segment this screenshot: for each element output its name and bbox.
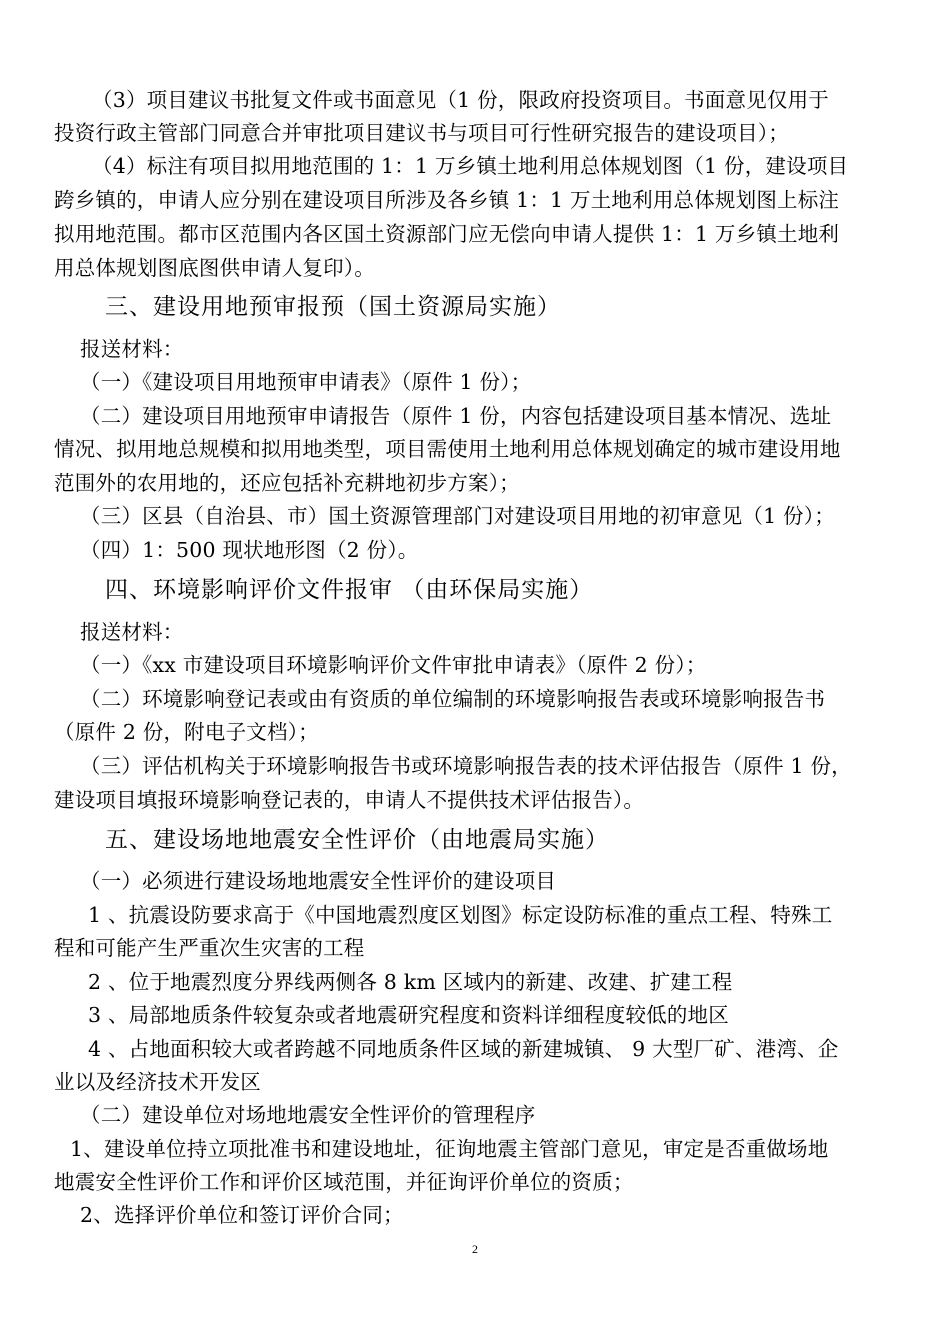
paragraph-line: （3）项目建议书批复文件或书面意见（1 份，限政府投资项目。书面意见仅用于 (92, 88, 829, 112)
paragraph-line: 3 、局部地质条件较复杂或者地震研究程度和资料详细程度较低的地区 (88, 1003, 729, 1027)
section-heading: 四、环境影响评价文件报审 （由环保局实施） (105, 577, 594, 603)
paragraph-line: 地震安全性评价工作和评价区域范围，并征询评价单位的资质； (54, 1170, 634, 1194)
paragraph-line: 用总体规划图底图供申请人复印）。 (54, 256, 375, 280)
paragraph-line: （二）建设单位对场地地震安全性评价的管理程序 (80, 1103, 536, 1127)
paragraph-line: （二）建设项目用地预审申请报告（原件 1 份，内容包括建设项目基本情况、选址 (80, 404, 832, 428)
paragraph-line: 拟用地范围。都市区范围内各区国土资源部门应无偿向申请人提供 1：1 万乡镇土地利 (54, 222, 840, 246)
paragraph-line: 1 、抗震设防要求高于《中国地震烈度区划图》标定设防标准的重点工程、特殊工 (88, 903, 833, 927)
paragraph-line: 报送材料： (80, 337, 184, 361)
paragraph-line: 范围外的农用地的，还应包括补充耕地初步方案）； (54, 471, 520, 495)
paragraph-line: （三）区县（自治县、市）国土资源管理部门对建设项目用地的初审意见（1 份）； (80, 504, 835, 528)
section-heading: 三、建设用地预审报预（国土资源局实施） (105, 294, 561, 320)
section-heading: 五、建设场地地震安全性评价（由地震局实施） (105, 827, 609, 853)
paragraph-line: 情况、拟用地总规模和拟用地类型，项目需使用土地利用总体规划确定的城市建设用地 (54, 437, 841, 461)
paragraph-line: （一）《xx 市建设项目环境影响评价文件审批申请表》（原件 2 份）； (80, 653, 707, 677)
paragraph-line: （原件 2 份，附电子文档）； (54, 720, 319, 744)
paragraph-line: 2、选择评价单位和签订评价合同； (80, 1203, 404, 1227)
paragraph-line: （一）必须进行建设场地地震安全性评价的建设项目 (80, 869, 557, 893)
paragraph-line: 报送材料： (80, 620, 184, 644)
paragraph-line: 投资行政主管部门同意合并审批项目建议书与项目可行性研究报告的建设项目）； (54, 121, 789, 145)
paragraph-line: （二）环境影响登记表或由有资质的单位编制的环境影响报告表或环境影响报告书 (80, 687, 826, 711)
paragraph-line: 2 、位于地震烈度分界线两侧各 8 km 区域内的新建、改建、扩建工程 (88, 970, 733, 994)
paragraph-line: （一）《建设项目用地预审申请表》（原件 1 份）； (80, 370, 532, 394)
paragraph-line: 1、建设单位持立项批准书和建设地址，征询地震主管部门意见，审定是否重做场地 (70, 1137, 829, 1161)
paragraph-line: 跨乡镇的，申请人应分别在建设项目所涉及各乡镇 1：1 万土地利用总体规划图上标注 (54, 188, 840, 212)
paragraph-line: 程和可能产生严重次生灾害的工程 (54, 936, 365, 960)
paragraph-line: 建设项目填报环境影响登记表的，申请人不提供技术评估报告）。 (54, 788, 645, 812)
paragraph-line: （四）1：500 现状地形图（2 份）。 (80, 538, 419, 562)
page-number: 2 (472, 1242, 478, 1256)
paragraph-line: 业以及经济技术开发区 (54, 1070, 261, 1094)
paragraph-line: （三）评估机构关于环境影响报告书或环境影响报告表的技术评估报告（原件 1 份， (80, 754, 852, 778)
paragraph-line: （4）标注有项目拟用地范围的 1：1 万乡镇土地利用总体规划图（1 份，建设项目 (92, 154, 849, 178)
paragraph-line: 4 、占地面积较大或者跨越不同地质条件区域的新建城镇、 9 大型厂矿、港湾、企 (88, 1037, 839, 1061)
